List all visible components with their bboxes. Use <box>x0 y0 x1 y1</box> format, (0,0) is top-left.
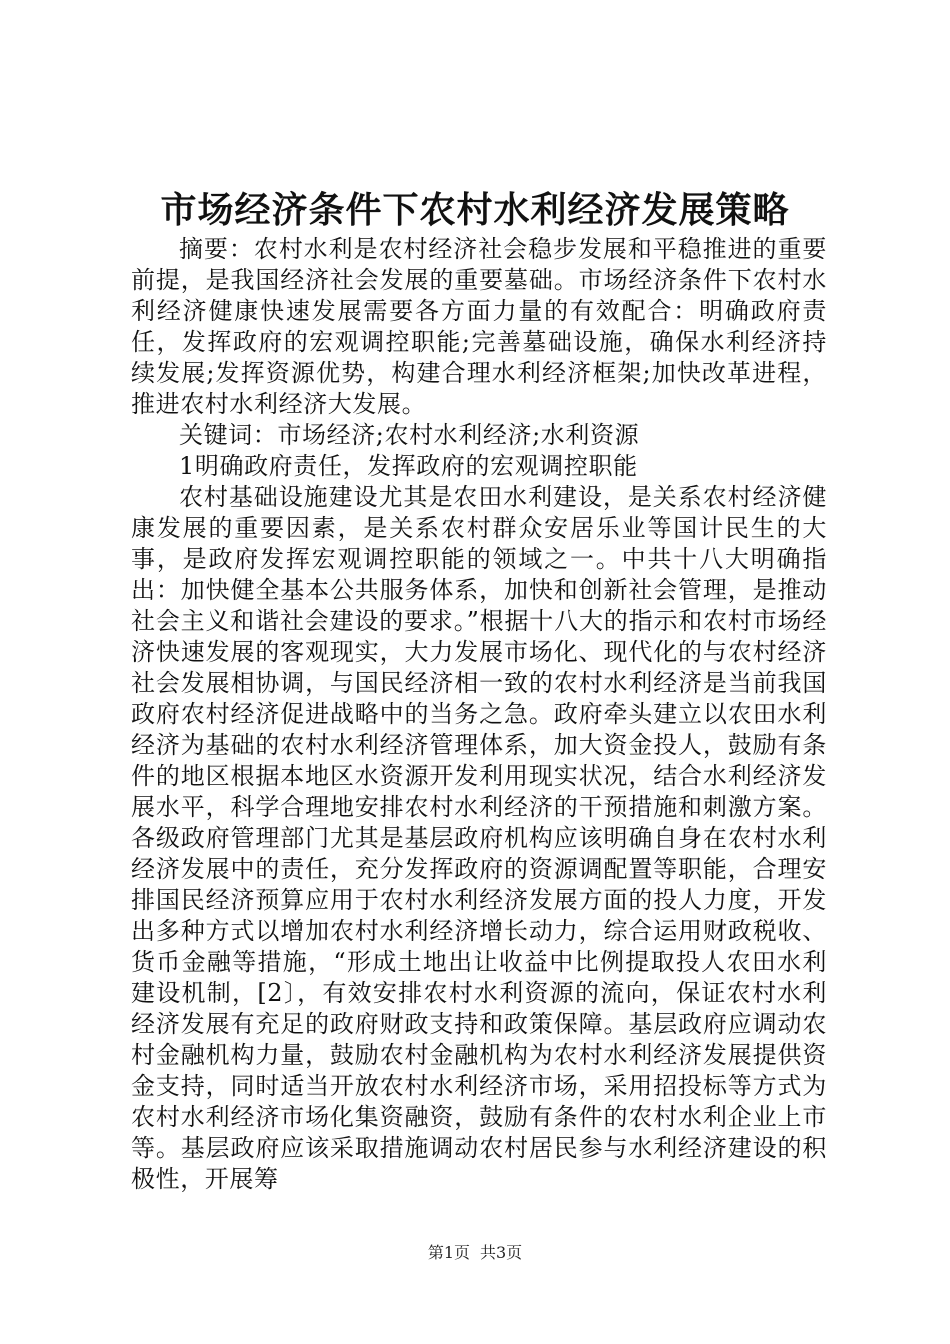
keywords-paragraph: 关键词：市场经济;农村水利经济;水利资源 <box>179 421 640 449</box>
document-title: 市场经济条件下农村水利经济发展策略 <box>160 189 790 231</box>
section-heading: 1明确政府责任，发挥政府的宏观调控职能 <box>179 452 638 480</box>
page-number: 第1页 <box>427 1243 470 1262</box>
abstract-paragraph: 摘要：农村水利是农村经济社会稳步发展和平稳推进的重要前提，是我国经济社会发展的重要墓础。市场经济条件下农村水利经济健康快速发展需要各方面力量的有效配合：明确政府责任，发挥政府的宏观调控职能;完善墓础设施，确保水利经济持续发展;发挥资源优势，构建合理水利经济框架;加快改革进程，推进农村水利经济大发展。 <box>131 235 827 418</box>
page-footer <box>0 1243 950 1263</box>
document-body <box>131 234 827 1195</box>
body-paragraph: 农村基础设施建设尤其是农田水利建设，是关系农村经济健康发展的重要因素，是关系农村群众安居乐业等国计民生的大事，是政府发挥宏观调控职能的领域之一。中共十八大明确指出：加快健全基本公共服务体系，加快和创新社会管理，是推动社会主义和谐社会建设的要求。”根据十八大的指示和农村市场经济快速发展的客观现实，大力发展市场化、现代化的与农村经济社会发展相协调，与国民经济相一致的农村水利经济是当前我国政府农村经济促进战略中的当务之急。政府牵头建立以农田水利经济为基础的农村水利经济管理体系，加大资金投人，鼓励有条件的地区根据本地区水资源开发利用现实状况，结合水利经济发展水平，科学合理地安排农村水利经济的干预措施和刺激方案。各级政府管理部门尤其是基层政府机构应该明确自身在农村水利经济发展中的责任，充分发挥政府的资源调配置等职能，合理安排国民经济预算应用于农村水利经济发展方面的投人力度，开发出多种方式以增加农村水利经济增长动力，综合运用财政税收、货币金融等措施，“形成土地出让收益中比例提取投人农田水利建设机制，[2〕，有效安排农村水利资源的流向，保证农村水利经济发展有充足的政府财政支持和政策保障。基层政府应调动农村金融机构力量，鼓励农村金融机构为农村水利经济发展提供资金支持，同时适当开放农村水利经济市场，采用招投标等方式为农村水利经济市场化集资融资，鼓励有条件的农村水利企业上市等。基层政府应该采取措施调动农村居民参与水利经济建设的积极性，开展筹 <box>131 483 827 1193</box>
page-total: 共3页 <box>480 1243 523 1262</box>
